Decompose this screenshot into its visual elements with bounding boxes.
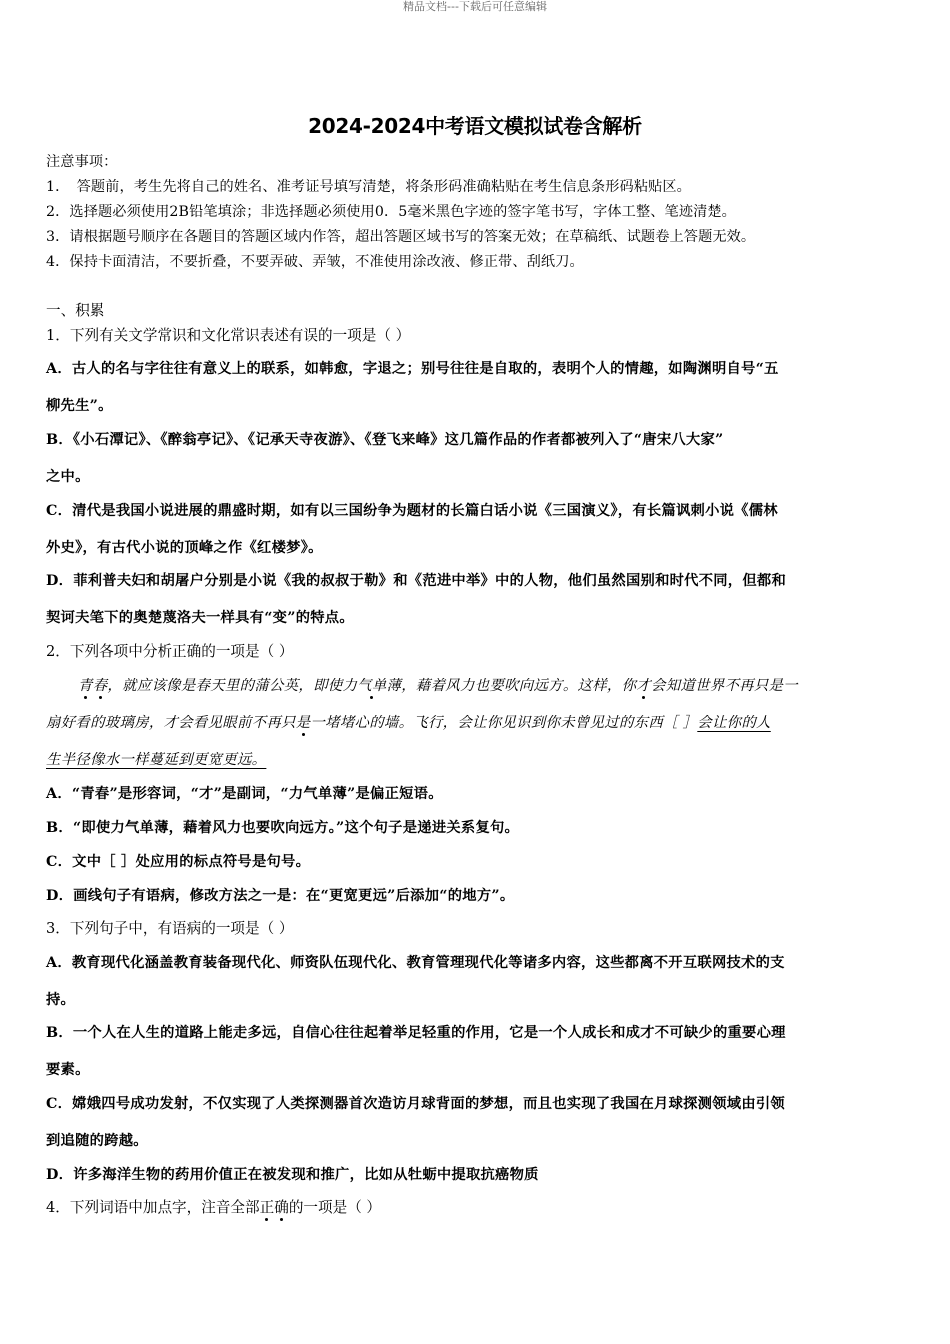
- dotted-char: 是: [295, 715, 311, 731]
- passage-text: 会知道世界不再只是一: [651, 678, 798, 694]
- dotted-char: 才: [636, 678, 651, 694]
- dotted-phrase: 力气单薄: [342, 678, 402, 694]
- section-heading: 一、积累: [46, 302, 105, 319]
- stem-text: 4．下列词语中加点字，注音全部: [46, 1199, 260, 1216]
- dotted-char: 确: [274, 1199, 289, 1216]
- q2-passage-line3: [46, 749, 266, 771]
- q1-stem: 1．下列有关文学常识和文化常识表述有误的一项是（ ）: [46, 327, 411, 344]
- q1-option-c-line2: 外史》，有古代小说的顶峰之作《红楼梦》。: [46, 540, 323, 556]
- q3-option-c-line2: 到追随的跨越。: [46, 1133, 148, 1149]
- q3-option-a-line1: A．教育现代化涵盖教育装备现代化、师资队伍现代化、教育管理现代化等诸多内容，这些都离不开互联网技术的支: [46, 955, 785, 971]
- q2-option-a: A．“青春”是形容词，“才”是副词，“力气单薄”是偏正短语。: [46, 786, 443, 802]
- passage-text: ，就应该像是春天里的蒲公英，即使: [107, 678, 343, 694]
- q4-stem: [46, 1197, 381, 1219]
- q1-option-d-line2: 契诃夫笔下的奥楚蔑洛夫一样具有“变”的特点。: [46, 610, 354, 626]
- q2-stem: 2．下列各项中分析正确的一项是（ ）: [46, 643, 294, 660]
- q3-stem: 3．下列句子中，有语病的一项是（ ）: [46, 920, 294, 937]
- passage-text: 扇好看的玻璃房，才会看见眼前不再只: [46, 715, 296, 731]
- q3-option-c-line1: C．嫦娥四号成功发射，不仅实现了人类探测器首次造访月球背面的梦想，而且也实现了我国在月球探测领域由引领: [46, 1096, 785, 1112]
- dotted-char: 春: [92, 678, 108, 694]
- q3-option-b-line1: B．一个人在人生的道路上能走多远，自信心往往起着举足轻重的作用，它是一个人成长和成才不可缺少的重要心理: [46, 1025, 786, 1041]
- notice-item-2: 2．选择题必须使用2B铅笔填涂；非选择题必须使用0．5毫米黑色字迹的签字笔书写，字体工整、笔迹清楚。: [46, 204, 736, 220]
- q1-option-b-line2: 之中。: [46, 469, 90, 485]
- q1-option-c-line1: C．清代是我国小说进展的鼎盛时期，如有以三国纷争为题材的长篇白话小说《三国演义》，有长篇讽刺小说《儒林: [46, 503, 778, 519]
- q2-passage-line1: [78, 675, 798, 697]
- dotted-char: 正: [259, 1199, 275, 1216]
- document-title: 2024-2024中考语文模拟试卷含解析: [308, 114, 642, 138]
- dotted-char: 青: [78, 678, 93, 694]
- q1-option-d-line1: D．菲利普夫妇和胡屠户分别是小说《我的叔叔于勒》和《范进中举》中的人物，他们虽然国别和时代不同，但都和: [46, 573, 786, 589]
- q2-option-b: B．“即使力气单薄，藉着风力也要吹向远方。”这个句子是递进关系复句。: [46, 820, 520, 836]
- passage-text: ，藉着风力也要吹向远方。这样，你: [401, 678, 637, 694]
- q3-option-d: D．许多海洋生物的药用价值正在被发现和推广，比如从牡蛎中提取抗癌物质: [46, 1167, 539, 1183]
- notice-item-3: 3．请根据题号顺序在各题目的答题区域内作答，超出答题区域书写的答案无效；在草稿纸、试题卷上答题无效。: [46, 229, 756, 245]
- q1-option-b-line1: B．《小石潭记》、《醉翁亭记》、《记承天寺夜游》、《登飞来峰》这几篇作品的作者都被列入了“唐宋八大家”: [46, 432, 724, 448]
- q1-option-a-line1: A．古人的名与字往往有意义上的联系，如韩愈，字退之；别号往往是自取的，表明个人的情趣，如陶渊明自号“五: [46, 361, 779, 377]
- q2-option-d: D．画线句子有语病，修改方法之一是：在“更宽更远”后添加“的地方”。: [46, 888, 515, 904]
- notice-item-4: 4．保持卡面清洁，不要折叠，不要弄破、弄皱，不准使用涂改液、修正带、刮纸刀。: [46, 254, 584, 270]
- q2-option-c: C．文中［ ］处应用的标点符号是句号。: [46, 854, 311, 870]
- stem-text: 的一项是（ ）: [288, 1199, 382, 1216]
- underlined-sentence: 会让你的人: [697, 715, 771, 731]
- underlined-sentence: 生半径像水一样蔓延到更宽更远。: [46, 752, 267, 768]
- header-watermark: 精品文档---下载后可任意编辑: [403, 0, 547, 13]
- q1-option-a-line2: 柳先生”。: [46, 398, 113, 414]
- q3-option-b-line2: 要素。: [46, 1062, 90, 1078]
- q2-passage-line2: [46, 712, 771, 734]
- q3-option-a-line2: 持。: [46, 992, 76, 1008]
- notice-heading: 注意事项：: [46, 154, 118, 170]
- passage-text: 一堵堵心的墙。飞行，会让你见识到你未曾见过的东西［ ］: [310, 715, 698, 731]
- notice-item-1: 1． 答题前，考生先将自己的姓名、准考证号填写清楚，将条形码准确粘贴在考生信息条形码粘贴区。: [46, 179, 691, 195]
